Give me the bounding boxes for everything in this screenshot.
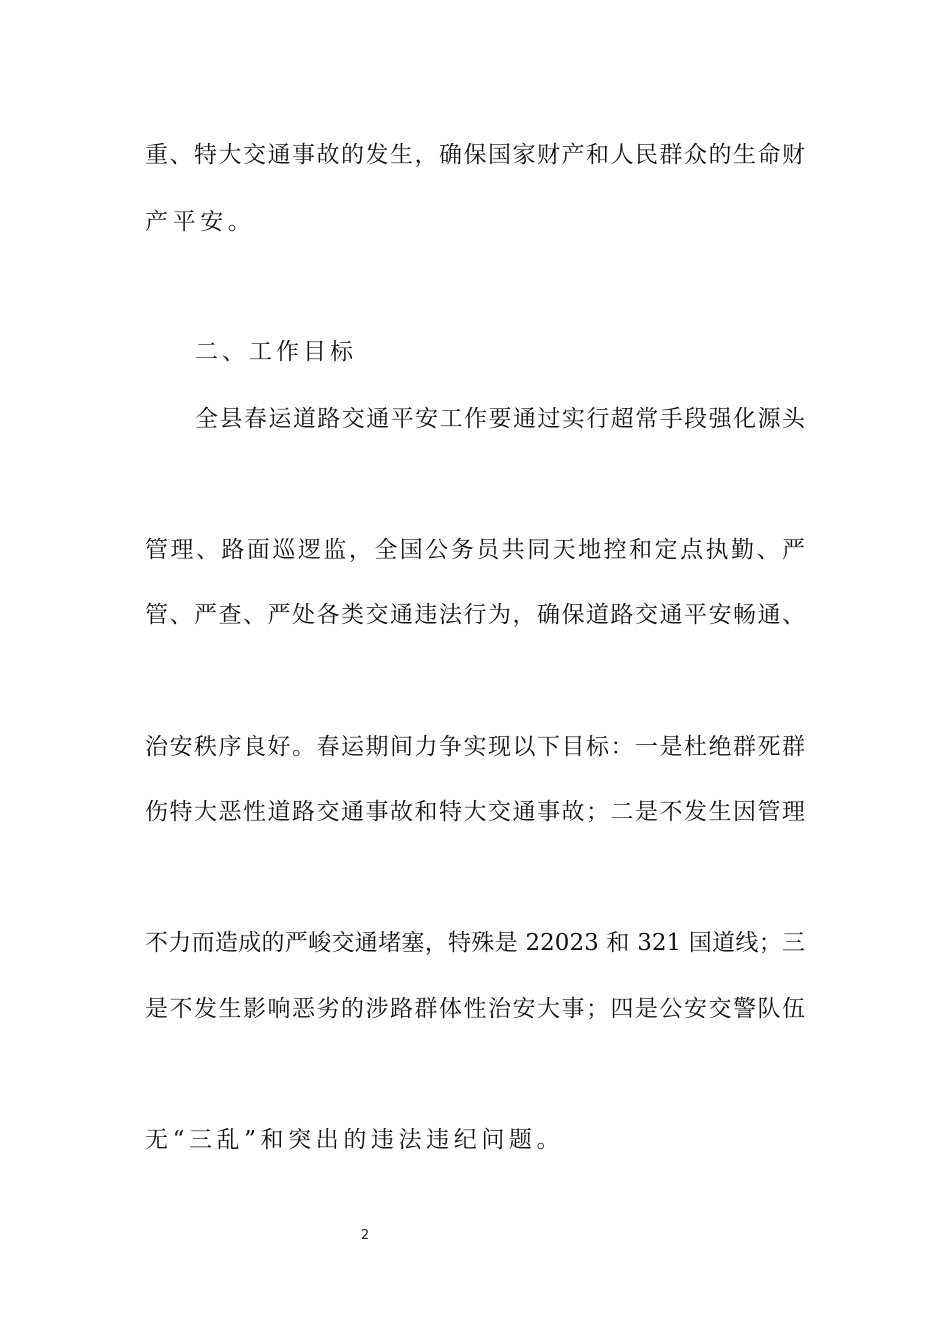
- body-text-line: 是不发生影响恶劣的涉路群体性治安大事；四是公安交警队伍: [145, 996, 805, 1022]
- body-text-line: 全县春运道路交通平安工作要通过实行超常手段强化源头: [195, 406, 805, 432]
- section-heading: 二、工作目标: [195, 339, 357, 365]
- body-text-line: 重、特大交通事故的发生，确保国家财产和人民群众的生命财: [145, 142, 805, 168]
- body-text-line: 无“三乱”和突出的违法违纪问题。: [145, 1127, 565, 1153]
- body-text-line: 伤特大恶性道路交通事故和特大交通事故；二是不发生因管理: [145, 799, 805, 825]
- body-text-line: 治安秩序良好。春运期间力争实现以下目标：一是杜绝群死群: [145, 734, 805, 760]
- body-text-line: 不力而造成的严峻交通堵塞，特殊是 22023 和 321 国道线；三: [145, 930, 805, 956]
- body-text-line: 管、严查、严处各类交通违法行为，确保道路交通平安畅通、: [145, 602, 805, 628]
- body-text-line: 产平安。: [145, 209, 256, 235]
- page-number: 2: [360, 1228, 370, 1243]
- body-text-line: 管理、路面巡逻监，全国公务员共同天地控和定点执勤、严: [145, 537, 805, 563]
